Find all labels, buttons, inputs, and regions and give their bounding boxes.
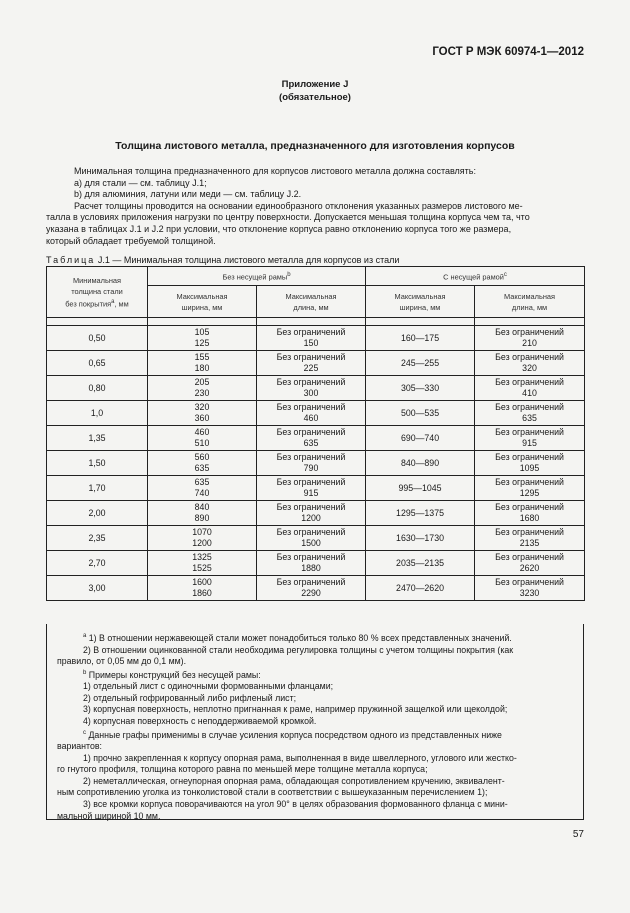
- table-row: [47, 401, 585, 426]
- intro-p2-l1: Расчет толщины проводится на основании единообразного отклонения указанных размеров листового ме-: [74, 200, 523, 211]
- cell-frame-max-width: 1295—1375: [366, 501, 475, 526]
- cell-max-length: Без ограничений 790: [257, 451, 366, 476]
- intro-p2-l2: талла в условиях приложения нагрузки по центру поверхности. Допускается меньшая толщина корпуса чем та, что: [46, 212, 530, 223]
- cell-frame-max-width: 500—535: [366, 401, 475, 426]
- table-row: [47, 476, 585, 501]
- cell-max-width: 105 125: [148, 326, 257, 351]
- steel-thickness-table: [46, 266, 585, 601]
- appendix-title: Приложение J: [281, 79, 349, 90]
- page-number: 57: [572, 829, 584, 840]
- note-c3-l2: мальной шириной 10 мм.: [57, 810, 161, 821]
- note-c1-l1: 1) прочно закрепленная к корпусу опорная рама, выполненная в виде швеллерного, углового или жестко-: [83, 752, 517, 763]
- cell-max-width: 1070 1200: [148, 526, 257, 551]
- note-c1-l2: го гнутого профиля, толщина которого равна по меньшей мере толщине металла корпуса;: [57, 764, 428, 775]
- cell-frame-max-width: 840—890: [366, 451, 475, 476]
- cell-max-length: Без ограничений 150: [257, 326, 366, 351]
- section-title: Толщина листового металла, предназначенного для изготовления корпусов: [115, 140, 515, 152]
- standard-header: ГОСТ Р МЭК 60974-1—2012: [432, 46, 584, 58]
- header-with-frame: С несущей рамой$^c$: [366, 267, 585, 286]
- cell-thickness: 1,50: [47, 451, 148, 476]
- intro-p1: Минимальная толщина предназначенного для корпусов листового металла должна составлять:: [74, 166, 476, 176]
- cell-max-width: 635 740: [148, 476, 257, 501]
- cell-max-length: Без ограничений 635: [257, 426, 366, 451]
- intro-p2-l3: указана в таблицах J.1 и J.2 при условии, что отклонение корпуса равно отклонению корпуса того же размера,: [46, 223, 512, 234]
- cell-frame-max-width: 1630—1730: [366, 526, 475, 551]
- cell-thickness: 0,80: [47, 376, 148, 401]
- note-c2-l1: 2) неметаллическая, огнеупорная опорная рама, обладающая сопротивлением кручению, эквивалент-: [83, 775, 505, 786]
- table-row: [47, 376, 585, 401]
- cell-max-width: 1600 1860: [148, 576, 257, 601]
- table-caption: [46, 255, 399, 265]
- cell-frame-max-length: Без ограничений 320: [475, 351, 585, 376]
- note-b4: 4) корпусная поверхность с неподдерживаемой кромкой.: [83, 716, 317, 726]
- cell-max-width: 560 635: [148, 451, 257, 476]
- cell-frame-max-length: Без ограничений 1095: [475, 451, 585, 476]
- cell-frame-max-length: Без ограничений 1295: [475, 476, 585, 501]
- cell-frame-max-width: 305—330: [366, 376, 475, 401]
- cell-frame-max-width: 690—740: [366, 426, 475, 451]
- note-b1: 1) отдельный лист с одиночными формованными фланцами;: [83, 681, 334, 692]
- cell-frame-max-length: Без ограничений 410: [475, 376, 585, 401]
- intro-item-b: b) для алюминия, латуни или меди — см. таблицу J.2.: [74, 189, 302, 200]
- header-thickness: Минимальная толщина стали без покрытия$^a$, мм: [47, 267, 148, 318]
- cell-frame-max-length: Без ограничений 3230: [475, 576, 585, 601]
- cell-max-width: 205 230: [148, 376, 257, 401]
- header-frame-max-width: Максимальная ширина, мм: [366, 286, 475, 318]
- header-max-length: Максимальная длина, мм: [257, 286, 366, 318]
- note-c-head-l1: $^с$ Данные графы применимы в случае усиления корпуса посредством одного из представленных ниже: [83, 729, 502, 740]
- cell-frame-max-length: Без ограничений 2620: [475, 551, 585, 576]
- table-caption-label: Таблица: [46, 255, 96, 265]
- table-caption-text: J.1 — Минимальная толщина листового металла для корпусов из стали: [97, 255, 400, 265]
- note-c-head-l2: вариантов:: [57, 741, 102, 752]
- cell-max-length: Без ограничений 1500: [257, 526, 366, 551]
- cell-thickness: 2,00: [47, 501, 148, 526]
- cell-frame-max-length: Без ограничений 1680: [475, 501, 585, 526]
- cell-max-length: Без ограничений 300: [257, 376, 366, 401]
- cell-frame-max-length: Без ограничений 2135: [475, 526, 585, 551]
- cell-frame-max-length: Без ограничений 210: [475, 326, 585, 351]
- cell-thickness: 0,65: [47, 351, 148, 376]
- note-c2-l2: ным сопротивлению уголка из тонколистовой стали в соответствии с вышеуказанным перечислением 1);: [57, 787, 488, 798]
- note-a1: $^а$ 1) В отношении нержавеющей стали может понадобиться только 80 % всех представленных значений.: [83, 632, 512, 643]
- intro-item-a: а) для стали — см. таблицу J.1;: [74, 177, 207, 188]
- cell-frame-max-width: 160—175: [366, 326, 475, 351]
- cell-max-width: 460 510: [148, 426, 257, 451]
- table-row: [47, 451, 585, 476]
- table-row: [47, 351, 585, 376]
- table-row: [47, 526, 585, 551]
- cell-thickness: 1,35: [47, 426, 148, 451]
- intro-text: [46, 166, 584, 247]
- cell-max-width: 840 890: [148, 501, 257, 526]
- note-c3-l1: 3) все кромки корпуса поворачиваются на угол 90° в целях образования формованного фланца с мини-: [83, 799, 508, 810]
- cell-thickness: 3,00: [47, 576, 148, 601]
- note-a2-l2: правило, от 0,05 мм до 0,1 мм).: [57, 656, 187, 667]
- table-row: [47, 326, 585, 351]
- cell-max-width: 1325 1525: [148, 551, 257, 576]
- cell-frame-max-width: 995—1045: [366, 476, 475, 501]
- cell-thickness: 2,35: [47, 526, 148, 551]
- cell-thickness: 1,0: [47, 401, 148, 426]
- cell-frame-max-width: 245—255: [366, 351, 475, 376]
- header-no-frame: Без несущей рамы$^b$: [148, 267, 366, 286]
- intro-p2-l4: который обладает требуемой толщиной.: [46, 235, 216, 246]
- table-footnotes: [46, 624, 584, 820]
- cell-max-length: Без ограничений 1200: [257, 501, 366, 526]
- note-a2-l1: 2) В отношении оцинкованной стали необходима регулировка толщины с учетом толщины покрытия (как: [83, 644, 514, 655]
- table-row: [47, 551, 585, 576]
- table-row: [47, 426, 585, 451]
- table-row: [47, 501, 585, 526]
- cell-max-width: 155 180: [148, 351, 257, 376]
- header-frame-max-length: Максимальная длина, мм: [475, 286, 585, 318]
- cell-max-length: Без ограничений 225: [257, 351, 366, 376]
- cell-max-length: Без ограничений 1880: [257, 551, 366, 576]
- cell-thickness: 2,70: [47, 551, 148, 576]
- cell-max-length: Без ограничений 2290: [257, 576, 366, 601]
- cell-thickness: 0,50: [47, 326, 148, 351]
- cell-max-width: 320 360: [148, 401, 257, 426]
- note-b3: 3) корпусная поверхность, неплотно пригнанная к раме, например пружинной защелкой или щеколдой;: [83, 704, 508, 715]
- cell-max-length: Без ограничений 460: [257, 401, 366, 426]
- header-max-width: Максимальная ширина, мм: [148, 286, 257, 318]
- cell-frame-max-length: Без ограничений 635: [475, 401, 585, 426]
- cell-max-length: Без ограничений 915: [257, 476, 366, 501]
- appendix-status: (обязательное): [279, 92, 351, 103]
- cell-frame-max-width: 2470—2620: [366, 576, 475, 601]
- cell-frame-max-length: Без ограничений 915: [475, 426, 585, 451]
- note-b-head: $^b$ Примеры конструкций без несущей рамы:: [83, 669, 261, 680]
- cell-thickness: 1,70: [47, 476, 148, 501]
- cell-frame-max-width: 2035—2135: [366, 551, 475, 576]
- note-b2: 2) отдельный гофрированный либо рифленый лист;: [83, 692, 297, 703]
- table-row: [47, 576, 585, 601]
